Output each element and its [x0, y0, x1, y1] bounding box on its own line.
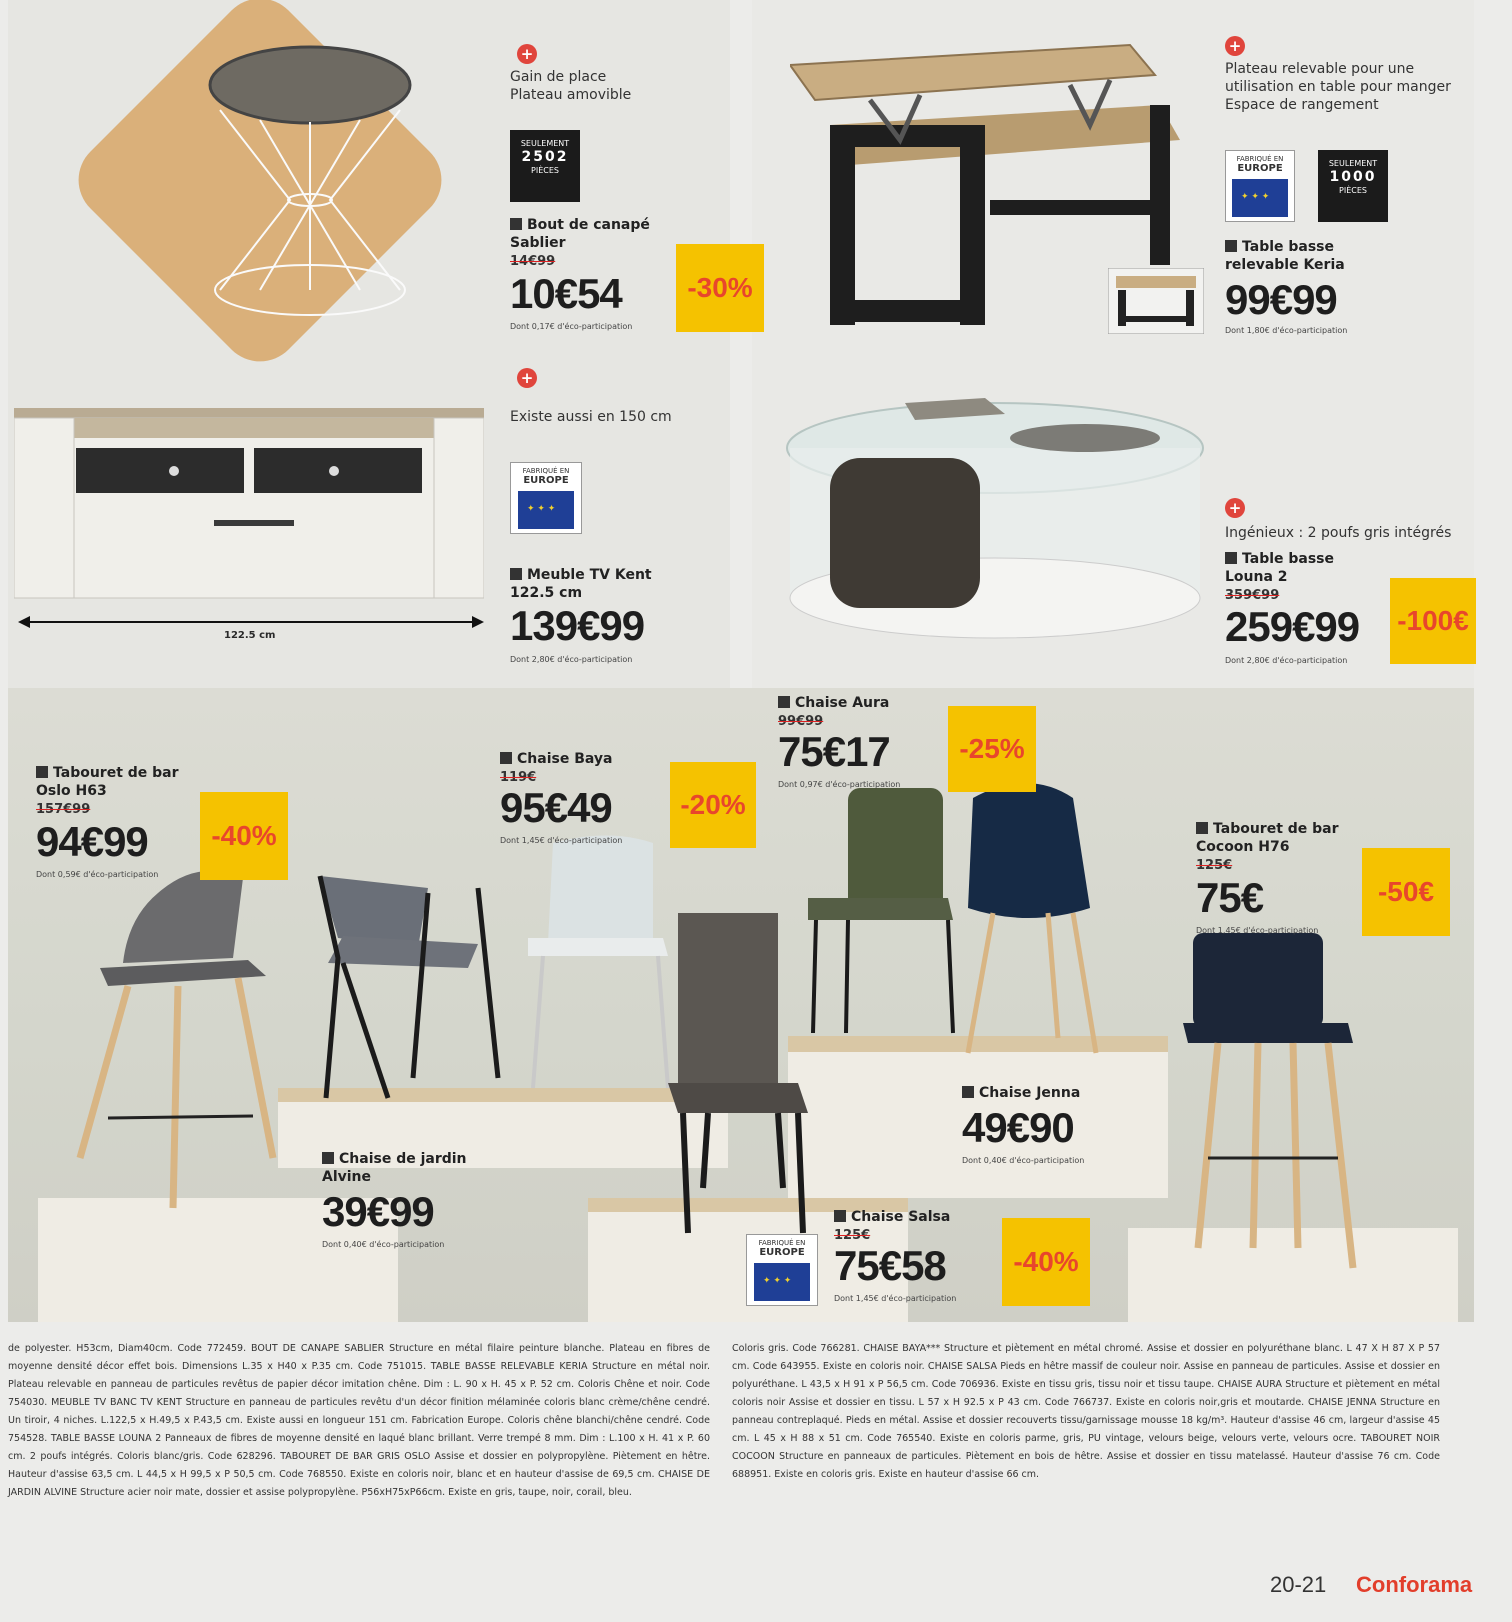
oslo-price: 94€99	[36, 818, 148, 865]
keria-thumbnail	[1108, 268, 1204, 334]
salsa-price: 75€58	[834, 1242, 946, 1289]
made-in-europe-badge: FABRIQUÉ EN EUROPE ✦ ✦ ✦	[510, 462, 582, 534]
keria-name: Table basse relevable Keria	[1225, 239, 1345, 273]
jenna-eco: Dont 0,40€ d'éco-participation	[962, 1156, 1085, 1165]
brand-logo: Conforama	[1356, 1572, 1473, 1597]
kent-name: Meuble TV Kent 122.5 cm	[510, 567, 652, 601]
salsa-old-price: 125€	[834, 1228, 871, 1243]
limited-pieces-badge: SEULEMENT 1000 PIÈCES	[1318, 150, 1388, 222]
baya-old-price: 119€	[500, 770, 537, 785]
plus-icon: +	[517, 368, 537, 388]
alvine-eco: Dont 0,40€ d'éco-participation	[322, 1240, 445, 1249]
sablier-price: 10€54	[510, 270, 622, 317]
oslo-discount-badge: -40%	[200, 792, 288, 880]
sablier-table-illustration	[190, 40, 430, 330]
sablier-old-price: 14€99	[510, 254, 556, 269]
oslo-old-price: 157€99	[36, 802, 91, 817]
aura-old-price: 99€99	[778, 714, 824, 729]
louna-old-price: 359€99	[1225, 588, 1280, 603]
louna-price: 259€99	[1225, 603, 1360, 650]
kent-tv-unit-illustration	[14, 408, 484, 608]
aura-name: Chaise Aura	[778, 694, 889, 712]
keria-price: 99€99	[1225, 276, 1337, 323]
baya-discount-badge: -20%	[670, 762, 756, 848]
sablier-features: Gain de place Plateau amovible	[510, 69, 632, 103]
plus-icon: +	[1225, 36, 1245, 56]
limited-pieces-badge: SEULEMENT 2502 PIÈCES	[510, 130, 580, 202]
salsa-name: Chaise Salsa	[834, 1208, 950, 1226]
louna-name: Table basse Louna 2	[1225, 551, 1335, 585]
cocoon-discount-badge: -50€	[1362, 848, 1450, 936]
dimension-arrow	[18, 614, 484, 630]
plus-icon: +	[1225, 498, 1245, 518]
jenna-price: 49€90	[962, 1104, 1074, 1151]
aura-eco: Dont 0,97€ d'éco-participation	[778, 780, 901, 789]
keria-features: Plateau relevable pour une utilisation en table pour manger Espace de rangement	[1225, 61, 1451, 113]
description-left: de polyester. H53cm, Diam40cm. Code 772459. BOUT DE CANAPE SABLIER Structure en métal filaire peinture blanche. Plateau en fibres de moyenne densité décor effet bois. Dimensions L.35 x H40 x P.35 cm. Code 751015. TABLE BASSE RELEVABLE KERIA Structure en métal noir. Plateau relevable en panneau de particules revêtus de papier décor imitation chêne. Dim : L. 90 x H. 45 x P. 52 cm. Coloris Chêne et noir. Code 754030. MEUBLE TV BANC TV KENT Structure en panneau de particules revêtu d'un décor finition mélaminée coloris blanc crème/chêne cendré. Un tiroir, 4 niches. L.122,5 x H.49,5 x P.43,5 cm. Existe aussi en longueur 151 cm. Fabrication Europe. Coloris chêne blanchi/chêne cendré. Code 754528. TABLE BASSE LOUNA 2 Panneaux de fibres de moyenne densité en laqué blanc brillant. Verre trempé 8 mm. Dim : L.100 x H. 41 x P. 60 cm. 2 poufs intégrés. Coloris blanc/gris. Code 628296. TABOURET DE BAR GRIS OSLO Assise et dossier en polypropylène. Piètement en hêtre. Hauteur d'assise 63,5 cm. L 44,5 x H 99,5 x P 50,5 cm. Code 768550. Existe en coloris noir, blanc et en hauteur d'assise de 69,5 cm. CHAISE DE JARDIN ALVINE Structure acier noir mate, dossier et assise polypropylène. P56xH75xP66cm. Existe en gris, taupe, noir, corail, bleu.	[8, 1343, 710, 1498]
salsa-discount-badge: -40%	[1002, 1218, 1090, 1306]
sablier-eco: Dont 0,17€ d'éco-participation	[510, 322, 633, 331]
cocoon-eco: Dont 1,45€ d'éco-participation	[1196, 926, 1319, 935]
kent-eco: Dont 2,80€ d'éco-participation	[510, 655, 633, 664]
louna-eco: Dont 2,80€ d'éco-participation	[1225, 656, 1348, 665]
kent-price: 139€99	[510, 602, 645, 649]
plus-icon: +	[517, 44, 537, 64]
louna-table-illustration	[785, 398, 1205, 648]
baya-price: 95€49	[500, 784, 612, 831]
kent-feature: Existe aussi en 150 cm	[510, 409, 672, 425]
description-right: Coloris gris. Code 766281. CHAISE BAYA*** Structure et piètement en métal chromé. Assise et dossier en polyuréthane blanc. L 47 X H 87 X P 57 cm. Code 643955. Existe en coloris noir. CHAISE SALSA Pieds en hêtre massif de couleur noir. Assise en panneau de particules. Assise et dossier en polyuréthane. L 43,5 x H 91 x P 56,5 cm. Code 706936. Existe en tissu gris, tissu noir et tissu taupe. CHAISE AURA Structure et piètement en métal coloris noir Assise et dossier en tissu. L 57 x H 92.5 x P 43 cm. Code 766737. Existe en coloris noir,gris et moutarde. CHAISE JENNA Structure en panneau contreplaqué. Pieds en métal. Assise et dossier recouverts tissu/garnissage mousse 18 kg/m³. Hauteur d'assise 46 cm, largeur d'assise 45 cm. L 45 x H 88 x 51 cm. Code 765540. Existe en coloris parme, gris, PU vintage, velours beige, velours verte, velours ocre. TABOURET NOIR COCOON Structure en panneaux de particules. Piètement en bois de hêtre. Assise et dossier en tissu matelassé. Hauteur d'assise 76 cm. Code 688951. Existe en coloris gris. Existe en hauteur d'assise 66 cm.	[732, 1343, 1440, 1480]
cocoon-price: 75€	[1196, 874, 1264, 921]
alvine-name: Chaise de jardin Alvine	[322, 1151, 467, 1185]
eu-flag-icon	[1232, 179, 1288, 217]
cocoon-name: Tabouret de bar Cocoon H76	[1196, 821, 1339, 855]
oslo-name: Tabouret de bar Oslo H63	[36, 765, 179, 799]
alvine-price: 39€99	[322, 1188, 434, 1235]
eu-flag-icon	[754, 1263, 810, 1301]
kent-dimension-label: 122.5 cm	[224, 630, 276, 641]
cocoon-old-price: 125€	[1196, 858, 1233, 873]
sablier-discount-badge: -30%	[676, 244, 764, 332]
oslo-eco: Dont 0,59€ d'éco-participation	[36, 870, 159, 879]
keria-eco: Dont 1,80€ d'éco-participation	[1225, 326, 1348, 335]
jenna-name: Chaise Jenna	[962, 1084, 1080, 1102]
page-numbers: 20-21	[1270, 1572, 1327, 1597]
aura-price: 75€17	[778, 728, 890, 775]
eu-flag-icon	[518, 491, 574, 529]
aura-discount-badge: -25%	[948, 706, 1036, 792]
louna-feature: Ingénieux : 2 poufs gris intégrés	[1225, 525, 1452, 541]
salsa-eco: Dont 1,45€ d'éco-participation	[834, 1294, 957, 1303]
made-in-europe-badge: FABRIQUÉ EN EUROPE ✦ ✦ ✦	[746, 1234, 818, 1306]
louna-discount-badge: -100€	[1390, 578, 1476, 664]
baya-eco: Dont 1,45€ d'éco-participation	[500, 836, 623, 845]
made-in-europe-badge: FABRIQUÉ EN EUROPE ✦ ✦ ✦	[1225, 150, 1295, 222]
sablier-name: Bout de canapé Sablier	[510, 217, 650, 251]
baya-name: Chaise Baya	[500, 750, 612, 768]
